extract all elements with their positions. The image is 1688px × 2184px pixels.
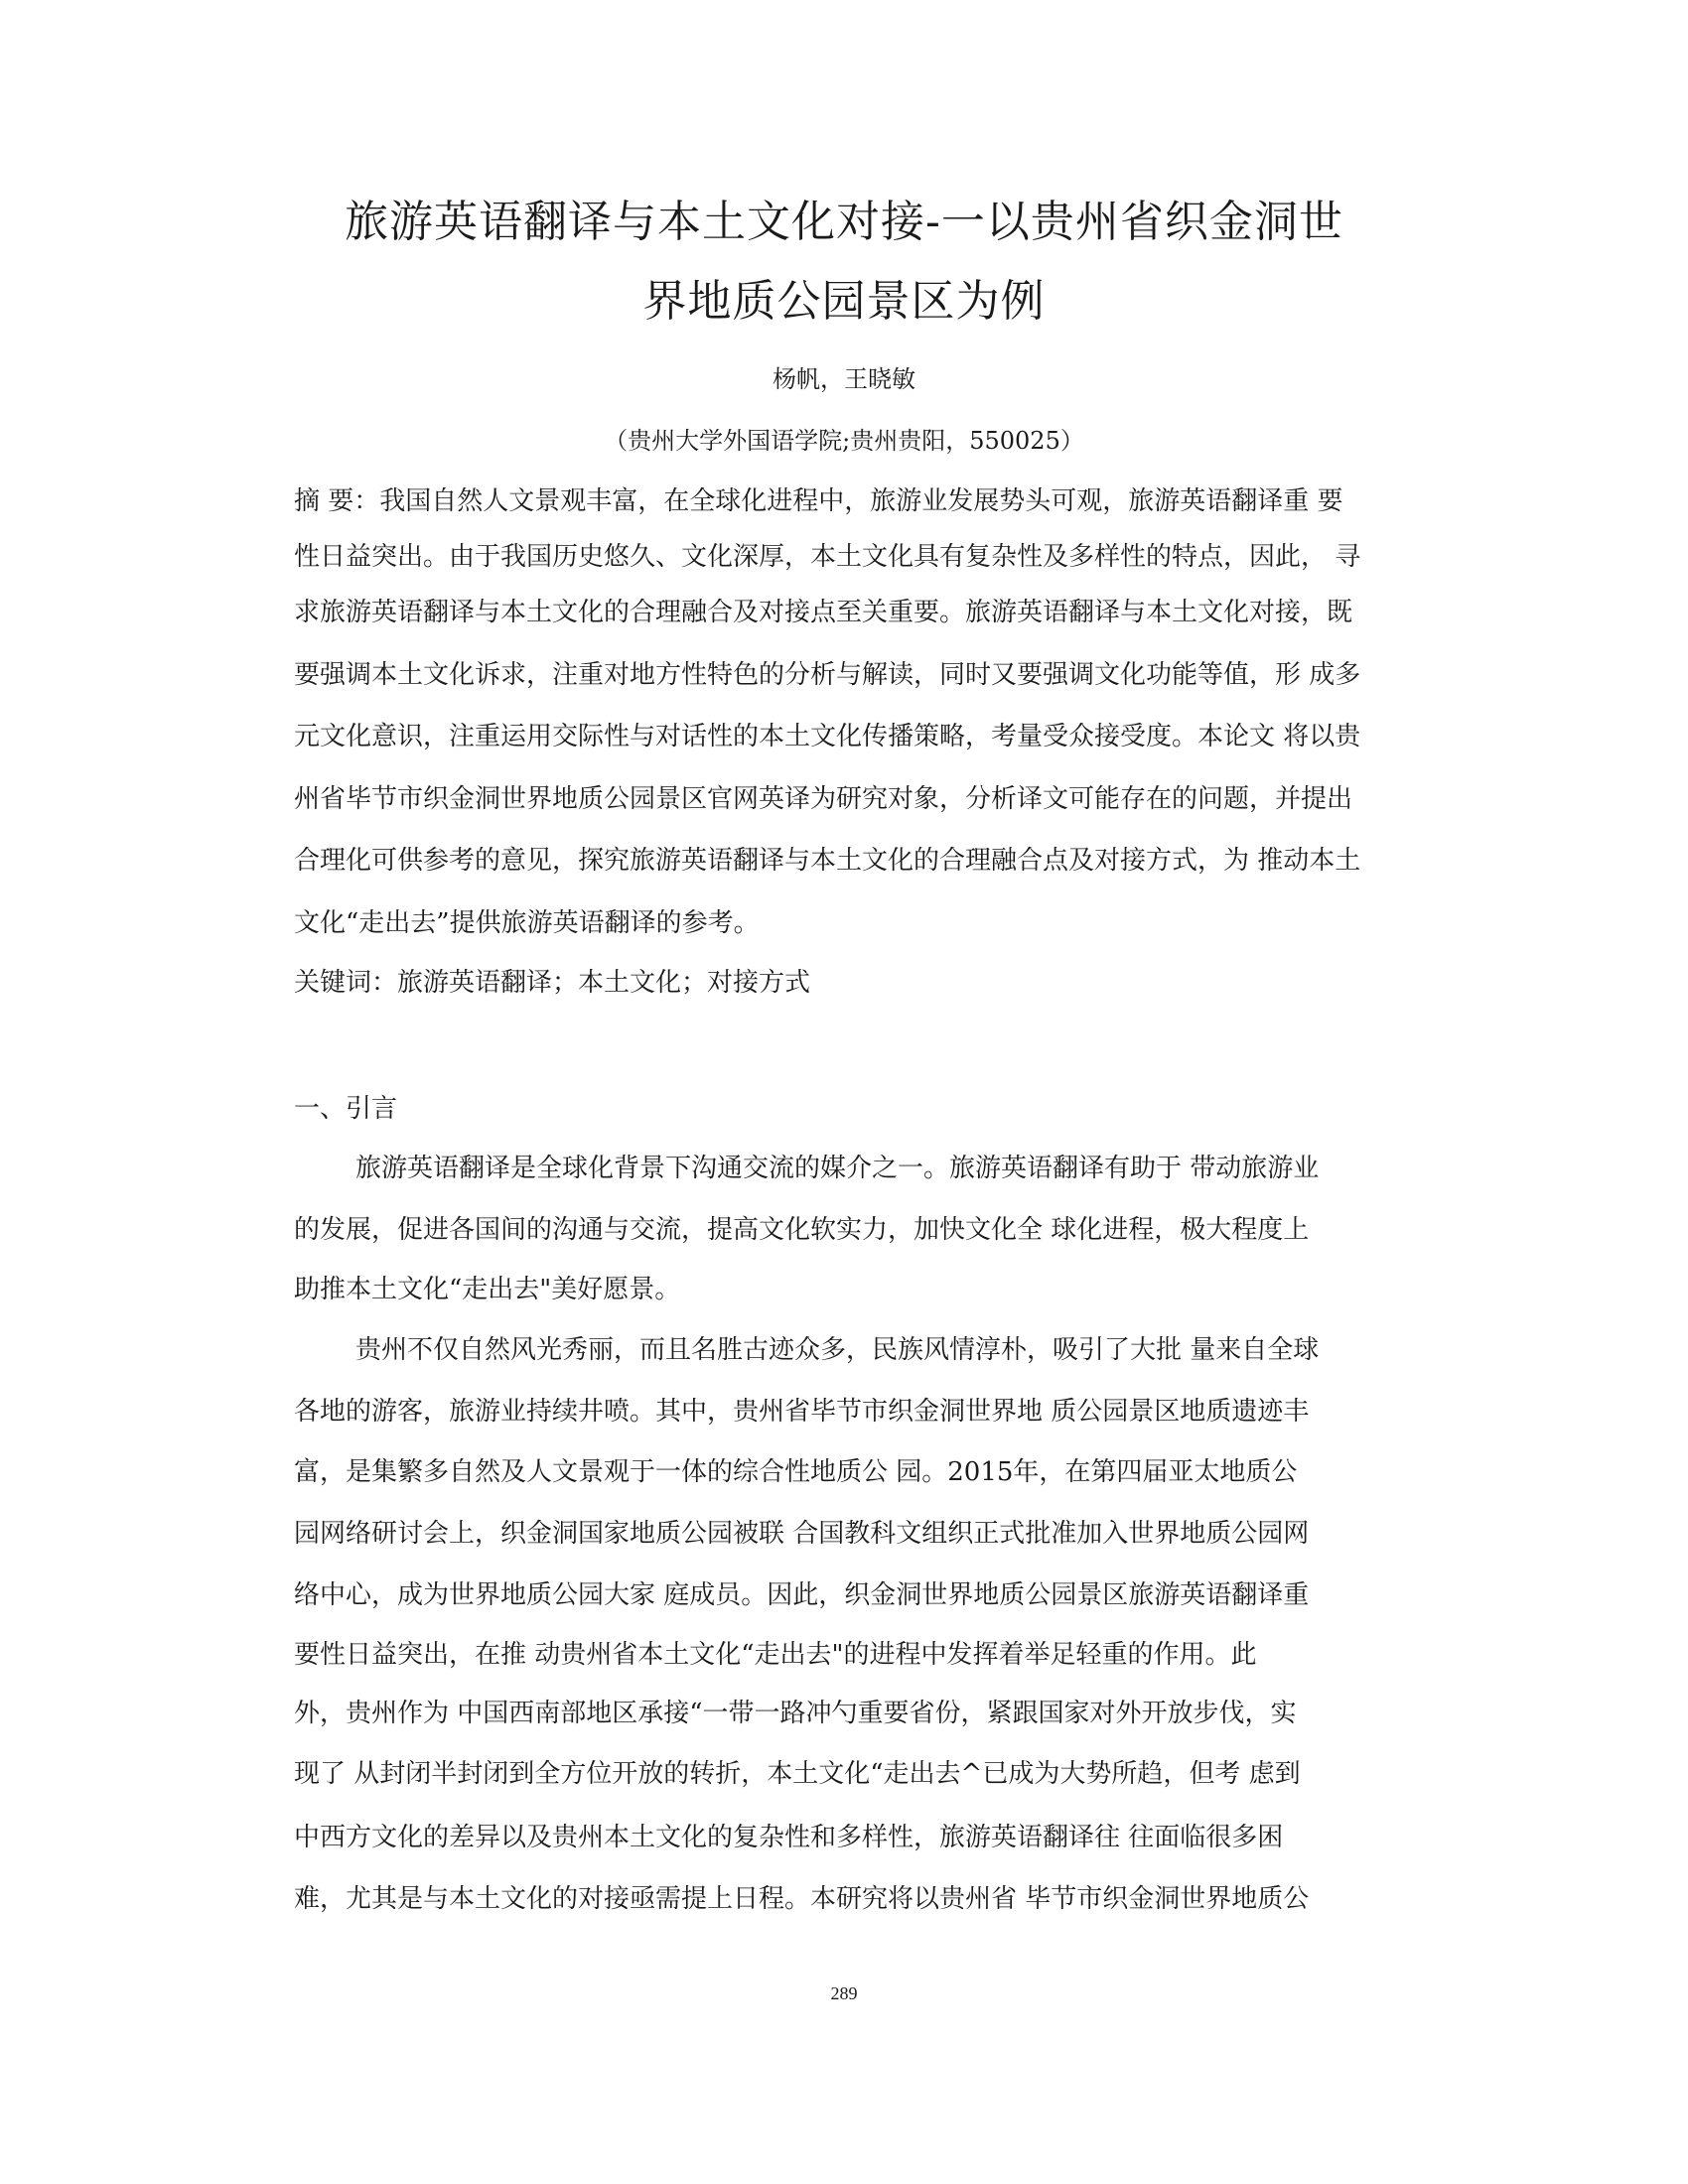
keywords: 关键词：旅游英语翻译；本土文化；对接方式 [294, 968, 811, 998]
body-line: 中西方文化的差异以及贵州本土文化的复杂性和多样性，旅游英语翻译往 往面临很多困 [294, 1823, 1284, 1852]
body-line: 园网络研讨会上，织金洞国家地质公园被联 合国教科文组织正式批准加入世界地质公园网 [294, 1519, 1310, 1549]
abstract-line: 求旅游英语翻译与本土文化的合理融合及对接点至关重要。旅游英语翻译与本土文化对接，既 [294, 598, 1353, 627]
body-line: 难，尤其是与本土文化的对接亟需提上日程。本研究将以贵州省 毕节市织金洞世界地质公 [294, 1884, 1310, 1914]
abstract-line: 性日益突出。由于我国历史悠久、文化深厚，本土文化具有复杂性及多样性的特点，因此， 寻 [294, 542, 1361, 572]
body-line: 络中心，成为世界地质公园大家 庭成员。因此，织金洞世界地质公园景区旅游英语翻译重 [294, 1580, 1310, 1610]
body-line: 的发展，促进各国间的沟通与交流，提高文化软实力，加快文化全 球化进程，极大程度上 [294, 1215, 1310, 1245]
abstract-line: 合理化可供参考的意见，探究旅游英语翻译与本土文化的合理融合点及对接方式，为 推动本土 [294, 846, 1361, 876]
section-heading: 一、引言 [294, 1094, 398, 1124]
body-line: 贵州不仅自然风光秀丽，而且名胜古迹众多，民族风情淳朴，吸引了大批 量来自全球 [355, 1335, 1320, 1365]
paper-title-line-2: 界地质公园景区为例 [642, 276, 1046, 327]
body-line: 助推本土文化“走出去"美好愿景。 [294, 1275, 681, 1304]
abstract-line: 州省毕节市织金洞世界地质公园景区官网英译为研究对象，分析译文可能存在的问题，并提出 [294, 784, 1353, 814]
affiliation: （贵州大学外国语学院;贵州贵阳，550025） [604, 427, 1084, 455]
authors: 杨帆，王晓敏 [773, 365, 915, 393]
abstract-line: 要强调本土文化诉求，注重对地方性特色的分析与解读，同时又要强调文化功能等值，形 成多 [294, 660, 1361, 690]
abstract-line: 文化“走出去”提供旅游英语翻译的参考。 [294, 908, 760, 938]
page-number: 289 [830, 1983, 858, 2003]
body-line: 旅游英语翻译是全球化背景下沟通交流的媒介之一。旅游英语翻译有助于 带动旅游业 [355, 1154, 1320, 1183]
body-line: 要性日益突出，在推 动贵州省本土文化“走出去"的进程中发挥着举足轻重的作用。此 [294, 1640, 1257, 1670]
body-line: 外，贵州作为 中国西南部地区承接“一带一路冲勺重要省份，紧跟国家对外开放步伐，实 [294, 1699, 1297, 1728]
paper-title-line-1: 旅游英语翻译与本土文化对接-一以贵州省织金洞世 [345, 197, 1343, 247]
body-line: 富，是集繁多自然及人文景观于一体的综合性地质公 园。2015年，在第四届亚太地质公 [294, 1457, 1298, 1487]
abstract-line: 摘 要：我国自然人文景观丰富，在全球化进程中，旅游业发展势头可观，旅游英语翻译重 要 [294, 486, 1343, 516]
abstract-line: 元文化意识，注重运用交际性与对话性的本土文化传播策略，考量受众接受度。本论文 将以贵 [294, 722, 1361, 751]
body-line: 现了 从封闭半封闭到全方位开放的转折，本土文化“走出去^已成为大势所趋，但考 虑到 [294, 1759, 1301, 1789]
body-line: 各地的游客，旅游业持续井喷。其中，贵州省毕节市织金洞世界地 质公园景区地质遗迹丰 [294, 1397, 1310, 1427]
